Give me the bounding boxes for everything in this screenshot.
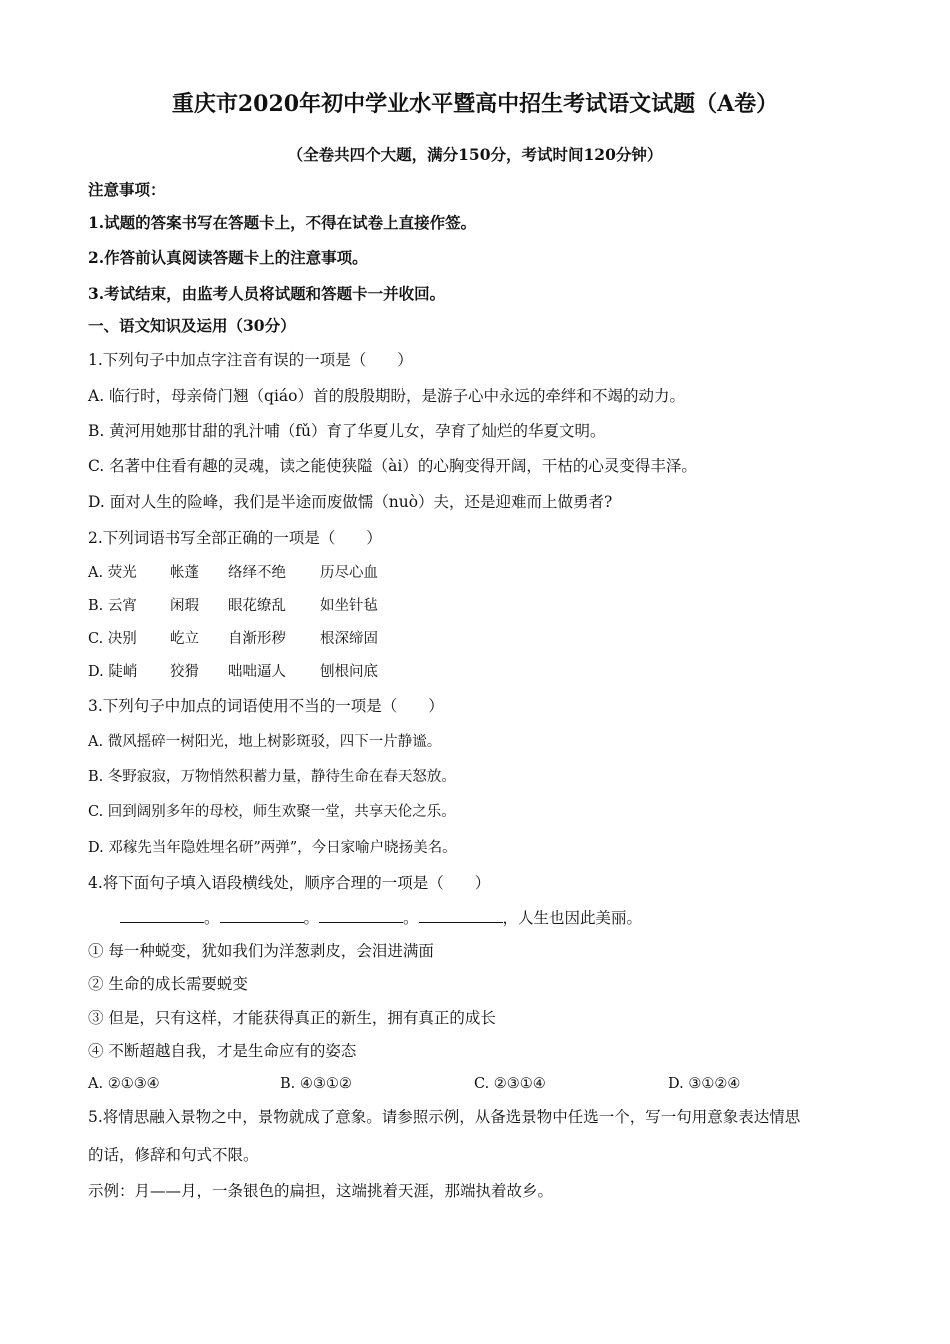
blank-separator: 。 <box>403 909 419 927</box>
question-3-stem: 3.下列句子中加点的词语使用不当的一项是（ ） <box>88 697 444 715</box>
notice-item: 2.作答前认真阅读答题卡上的注意事项。 <box>88 248 368 267</box>
sentence-item: ③ 但是，只有这样，才能获得真正的新生，拥有真正的成长 <box>88 1009 496 1027</box>
choice-d: D. ③①②④ <box>668 1076 741 1092</box>
sentence-item: ② 生命的成长需要蜕变 <box>88 975 248 993</box>
question-5-stem-cont: 的话，修辞和句式不限。 <box>88 1146 259 1164</box>
word-cell: 帐蓬 <box>170 565 199 581</box>
question-5-stem: 5.将情思融入景物之中，景物就成了意象。请参照示例，从备选景物中任选一个，写一句用意象表达情思 <box>88 1108 801 1126</box>
question-1-option-a: A. 临行时，母亲倚门翘（qiáo）首的殷殷期盼，是游子心中永远的牵绊和不竭的动力。 <box>88 387 686 405</box>
word-cell: 刨根问底 <box>320 664 378 680</box>
word-cell: A. 荧光 <box>88 565 137 581</box>
question-3-option-c: C. 回到阔别多年的母校，师生欢聚一堂，共享天伦之乐。 <box>88 804 456 820</box>
notice-item: 3.考试结束，由监考人员将试题和答题卡一并收回。 <box>88 284 446 303</box>
question-2-stem: 2.下列词语书写全部正确的一项是（ ） <box>88 529 382 547</box>
word-cell: 咄咄逼人 <box>228 664 286 680</box>
word-cell: 历尽心血 <box>320 565 378 581</box>
blank-separator: 。 <box>303 909 320 927</box>
notice-item: 1.试题的答案书写在答题卡上，不得在试卷上直接作签。 <box>88 213 477 232</box>
word-cell: 闲瑕 <box>170 598 199 614</box>
page-title: 重庆市2020年初中学业水平暨高中招生考试语文试题（A卷） <box>171 91 779 117</box>
word-cell: C. 决别 <box>88 631 137 647</box>
question-1-option-d: D. 面对人生的险峰，我们是半途而废做懦（nuò）夫，还是迎难而上做勇者? <box>88 493 613 511</box>
word-cell: 络绎不绝 <box>228 565 286 581</box>
answer-blank[interactable] <box>220 908 304 923</box>
word-cell: B. 云宵 <box>88 598 137 614</box>
question-1-stem: 1.下列句子中加点字注音有误的一项是（ ） <box>88 351 413 369</box>
blank-separator: 。 <box>204 909 220 927</box>
page-subtitle: （全卷共四个大题，满分150分，考试时间120分钟） <box>287 145 663 164</box>
question-2-row <box>88 563 378 583</box>
word-cell: 狡猾 <box>170 664 199 680</box>
word-cell: 眼花缭乱 <box>228 598 286 614</box>
answer-blank[interactable] <box>120 908 204 923</box>
answer-blank[interactable] <box>419 908 503 923</box>
question-1-option-c: C. 名著中住看有趣的灵魂，读之能使狭隘（ài）的心胸变得开阔，干枯的心灵变得丰泽。 <box>88 457 697 475</box>
fill-blank-line <box>120 908 642 928</box>
choice-c: C. ②③①④ <box>474 1076 546 1092</box>
question-3-option-b: B. 冬野寂寂，万物悄然积蓄力量，静待生命在春天怒放。 <box>88 769 456 785</box>
question-2-row <box>88 629 378 649</box>
question-3-option-a: A. 微风摇碎一树阳光，地上树影斑驳，四下一片静谧。 <box>88 734 442 750</box>
choice-b: B. ④③①② <box>280 1076 352 1092</box>
question-1-option-b: B. 黄河用她那甘甜的乳汁哺（fǔ）育了华夏儿女，孕育了灿烂的华夏文明。 <box>88 422 606 440</box>
choice-a: A. ②①③④ <box>88 1076 160 1092</box>
blank-tail: ，人生也因此美丽。 <box>502 909 643 927</box>
notice-heading: 注意事项： <box>88 180 166 199</box>
word-cell: 如坐针毡 <box>320 598 378 614</box>
section-heading: 一、语文知识及运用（30分） <box>88 316 296 335</box>
word-cell: 根深缔固 <box>320 631 378 647</box>
question-2-row <box>88 662 378 682</box>
sentence-item: ④ 不断超越自我，才是生命应有的姿态 <box>88 1042 357 1060</box>
answer-blank[interactable] <box>319 908 403 923</box>
question-3-option-d: D. 邓稼先当年隐姓埋名研”两弹”，今日家喻户晓扬美名。 <box>88 840 457 856</box>
question-4-stem: 4.将下面句子填入语段横线处，顺序合理的一项是（ ） <box>88 874 491 892</box>
word-cell: D. 陡峭 <box>88 664 138 680</box>
question-2-row <box>88 596 378 616</box>
word-cell: 屹立 <box>170 631 199 647</box>
question-5-example: 示例：月——月，一条银色的扁担，这端挑着天涯，那端执着故乡。 <box>88 1182 554 1200</box>
word-cell: 自渐形秽 <box>228 631 286 647</box>
sentence-item: ① 每一种蜕变，犹如我们为洋葱剥皮，会泪进满面 <box>88 942 434 960</box>
